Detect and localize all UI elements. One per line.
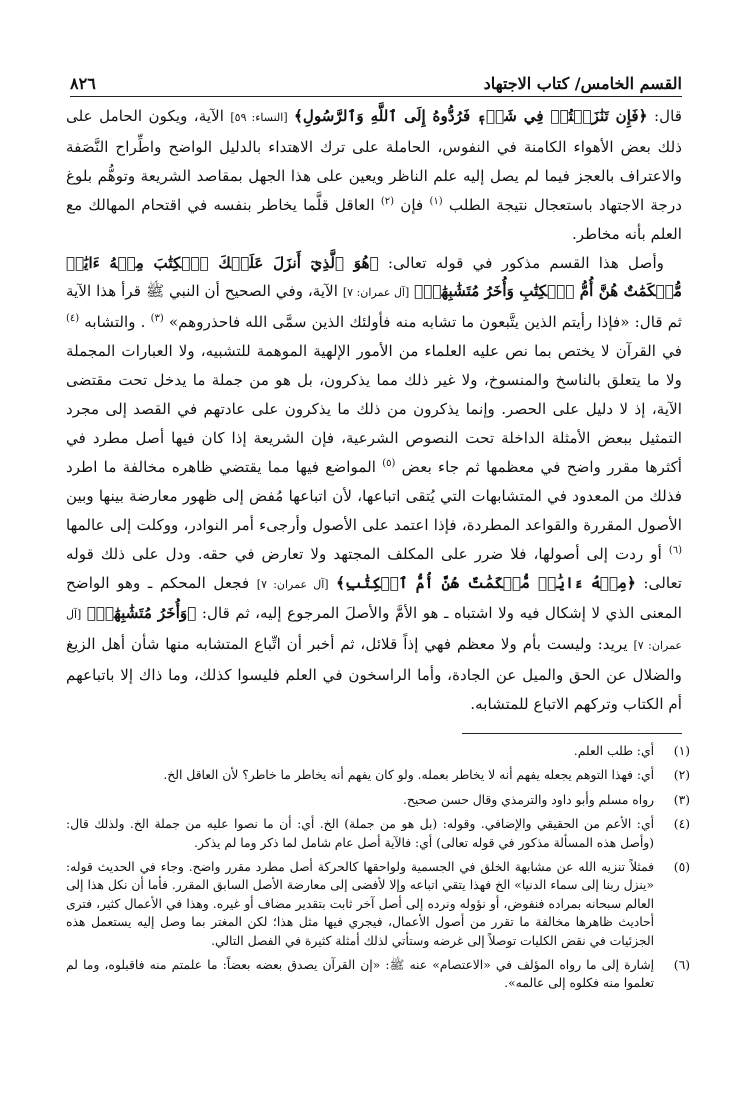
main-text (66, 102, 682, 719)
page-number: ٨٢٦ (70, 74, 96, 93)
text-run: المواضع فيها مما يقتضي ظاهره مخالفة ما اطرد فذلك من المعدود في المتشابهات التي يُتقى اتباعها، لأن اتباعها مُفض إلى ظهور معارضة بينها وبين الأصول المقررة والقواعد المطردة، فإذا اعتمد على الأصول وأرجىء أمر النوادر، ووكلت إلى عالمها (66, 457, 682, 534)
footnote-number: (٢) (673, 768, 690, 783)
verse-reference: [آل عمران: ٧] (256, 577, 329, 591)
text-run: يريد: وليست بأم ولا معظم فهي إذاً قلائل، ثم أخبر أن اتِّباع المتشابه منها شأن أهل الزيغ والضلال عن الحق والميل عن الجادة، وأما الراسخون في العلم فليسوا كذلك، وما ذاك إلا باتباعهم أم الكتاب وتركهم الاتباع للمتشابه. (66, 635, 682, 714)
text-run: قال: (647, 107, 683, 125)
footnote (66, 815, 690, 852)
footnote-text: أي: فهذا التوهم يجعله يفهم أنه لا يخاطر بعمله. ولو كان يفهم أنه يخاطر ما خاطر؟ لأن العاقل الخ. (163, 768, 654, 783)
text-run: الآية، ويكون الحامل على ذلك بعض الأهواء الكامنة في النفوس، الحاملة على ترك الاهتداء بالدليل الواضح واطِّراح النَّصَفة والاعتراف بالعجز فيما لم يصل إليه علم الناظر ويعين على هذا الجهل بمقاصد الشريعة وتوهُّم بلوغ درجة الاجتهاد باستعجال نتيجة الطلب (66, 107, 683, 214)
footnote-marker: (٦) (668, 544, 683, 556)
verse-reference: [آل عمران: ٧] (342, 286, 410, 300)
paragraph-1 (66, 102, 682, 249)
footnote-text: أي: الأعم من الحقيقي والإضافي. وقوله: (بل هو من جملة) الخ. أي: أن ما نصوا عليه من جملة الخ. ولذلك قال: (وأصل هذه المسألة مذكور في قوله تعالى) أي: فالآية أصل عام شامل لما ذكر وما لم يذكر. (66, 817, 654, 850)
footnote-text: فمثلاً تنزيه الله عن مشابهة الخلق في الجسمية ولواحقها كالحركة أصل مطرد مقرر واضح. وجاء في الحديث قوله: «ينزل ربنا إلى سماء الدنيا» الخ فهذا يتقي اتباعه وإلا لأفضى إلى معارضة الأصل السابق المقرر. فأما أن نكل هذا إلى العالم سبحانه بمراده فنفوض، أو نؤوله ونرده إلى أصل آخر ثابت بتقدير مضاف أو غيره. وهذا في الأعمال كثير، فترى أحاديث ظاهرها مخالفة ما تقرر من أصول الأعمال، فيجري فيها مثل هذا؛ لكن المغتر بما وصل إليه يستعمل هذه الجزئيات في نقض الكليات توصلاً إلى غرضه وستأتي لذلك أمثلة كثيرة في الفصل التالي. (66, 860, 654, 948)
verse-reference: [النساء: ٥٩] (230, 111, 288, 124)
footnote-text: رواه مسلم وأبو داود والترمذي وقال حسن صحيح. (403, 792, 654, 807)
footnote (66, 858, 690, 950)
running-header (70, 66, 682, 97)
text-run: وأصل هذا القسم مذكور في قوله تعالى: (378, 253, 664, 272)
footnote (66, 956, 690, 993)
footnote-number: (٣) (673, 792, 690, 807)
text-run: في القرآن لا يختص بما نص عليه العلماء من الأمور الإلهية الموهمة للتشبيه، ولا العبارات المجملة ولا ما يتعلق بالناسخ والمنسوخ، ولا غير ذلك مما يذكرون، بل هو من جملة ما يدخل تحت مقتضى الآية، إذ لا دليل على الحصر. وإنما يذكرون من ذلك ما يذكرون على عادتهم في القصد إلى مجرد التمثيل ببعض الأمثلة الداخلة تحت النصوص الشرعية، فإن الشريعة إذا كان فيها أصل مطرد في أكثرها مقرر واضح في معظمها ثم جاء بعض (66, 342, 683, 476)
text-run: العاقل قلَّما يخاطر بنفسه في اقتحام المهالك مع العلم بأنه مخاطر. (66, 195, 682, 243)
footnote-number: (١) (673, 744, 690, 758)
footnotes (66, 742, 690, 999)
footnote-separator (462, 733, 682, 734)
quran-verse: ﴿هُوَ ٱلَّذِيٓ أَنزَلَ عَلَيۡكَ ٱلۡكِتَٰبَ مِنۡهُ ءَايَٰتٞ مُّحۡكَمَٰتٌ هُنَّ أُمُّ ٱلۡكِتَٰبِ وَأُخَرُ مُتَشَٰبِهَٰتٞ﴾ (66, 253, 683, 301)
text-run: أو ردت إلى أصولها، فلا ضرر على المكلف المجتهد ولا تعارض في حقه. ودل على ذلك قوله تعالى: (66, 544, 683, 592)
footnote-number: (٥) (673, 860, 690, 875)
quran-verse: ﴿مِنۡهُ ءَايَٰتٞ مُّحۡكَمَٰتٌ هُنَّ أُمُّ ٱلۡكِتَٰبِ﴾ (336, 573, 636, 592)
footnote-number: (٤) (673, 817, 690, 832)
quran-verse: ﴿وَأُخَرُ مُتَشَٰبِهَٰتٞ﴾ (86, 604, 197, 623)
text-run: فإن (400, 195, 424, 214)
footnote (66, 766, 690, 784)
footnote-text: أي: طلب العلم. (573, 744, 654, 758)
text-run: . والتشابه (84, 313, 146, 332)
footnote-marker: (٥) (382, 457, 396, 469)
footnote (66, 791, 690, 809)
text-run: الآية، وفي الصحيح أن النبي ﷺ قرأ هذا الآية ثم قال: «فإذا رأيتم الذين يتَّبعون ما تشابه منه فأولئك الذين سمَّى الله فاحذروهم» (66, 282, 683, 332)
quran-verse: ﴿فَإِن تَنَٰزَعۡتُمۡ فِي شَيۡءٖ فَرُدُّوهُ إِلَى ٱللَّهِ وَٱلرَّسُولِ﴾ (294, 107, 648, 125)
chapter-title: القسم الخامس/ كتاب الاجتهاد (483, 74, 682, 93)
footnote-marker: (٣) (150, 313, 164, 325)
footnote-number: (٦) (673, 958, 690, 973)
footnote-marker: (١) (429, 195, 443, 207)
verse-reference: [آل عمران: ٧] (66, 608, 682, 653)
footnote-marker: (٤) (66, 313, 80, 325)
footnote-marker: (٢) (380, 195, 395, 207)
footnote-text: إشارة إلى ما رواه المؤلف في «الاعتصام» عنه ﷺ: «إن القرآن يصدق بعضه بعضاً: ما علمتم منه فاقبلوه، وما لم تعلموا منه فكلوه إلى عالمه». (66, 958, 654, 991)
footnote (66, 742, 690, 760)
paragraph-2 (66, 249, 682, 720)
text-run: فجعل المحكم ـ وهو الواضح المعنى الذي لا إشكال فيه ولا اشتباه ـ هو الأمَّ والأصلَ المرجوع إليه، ثم قال: (66, 573, 682, 623)
